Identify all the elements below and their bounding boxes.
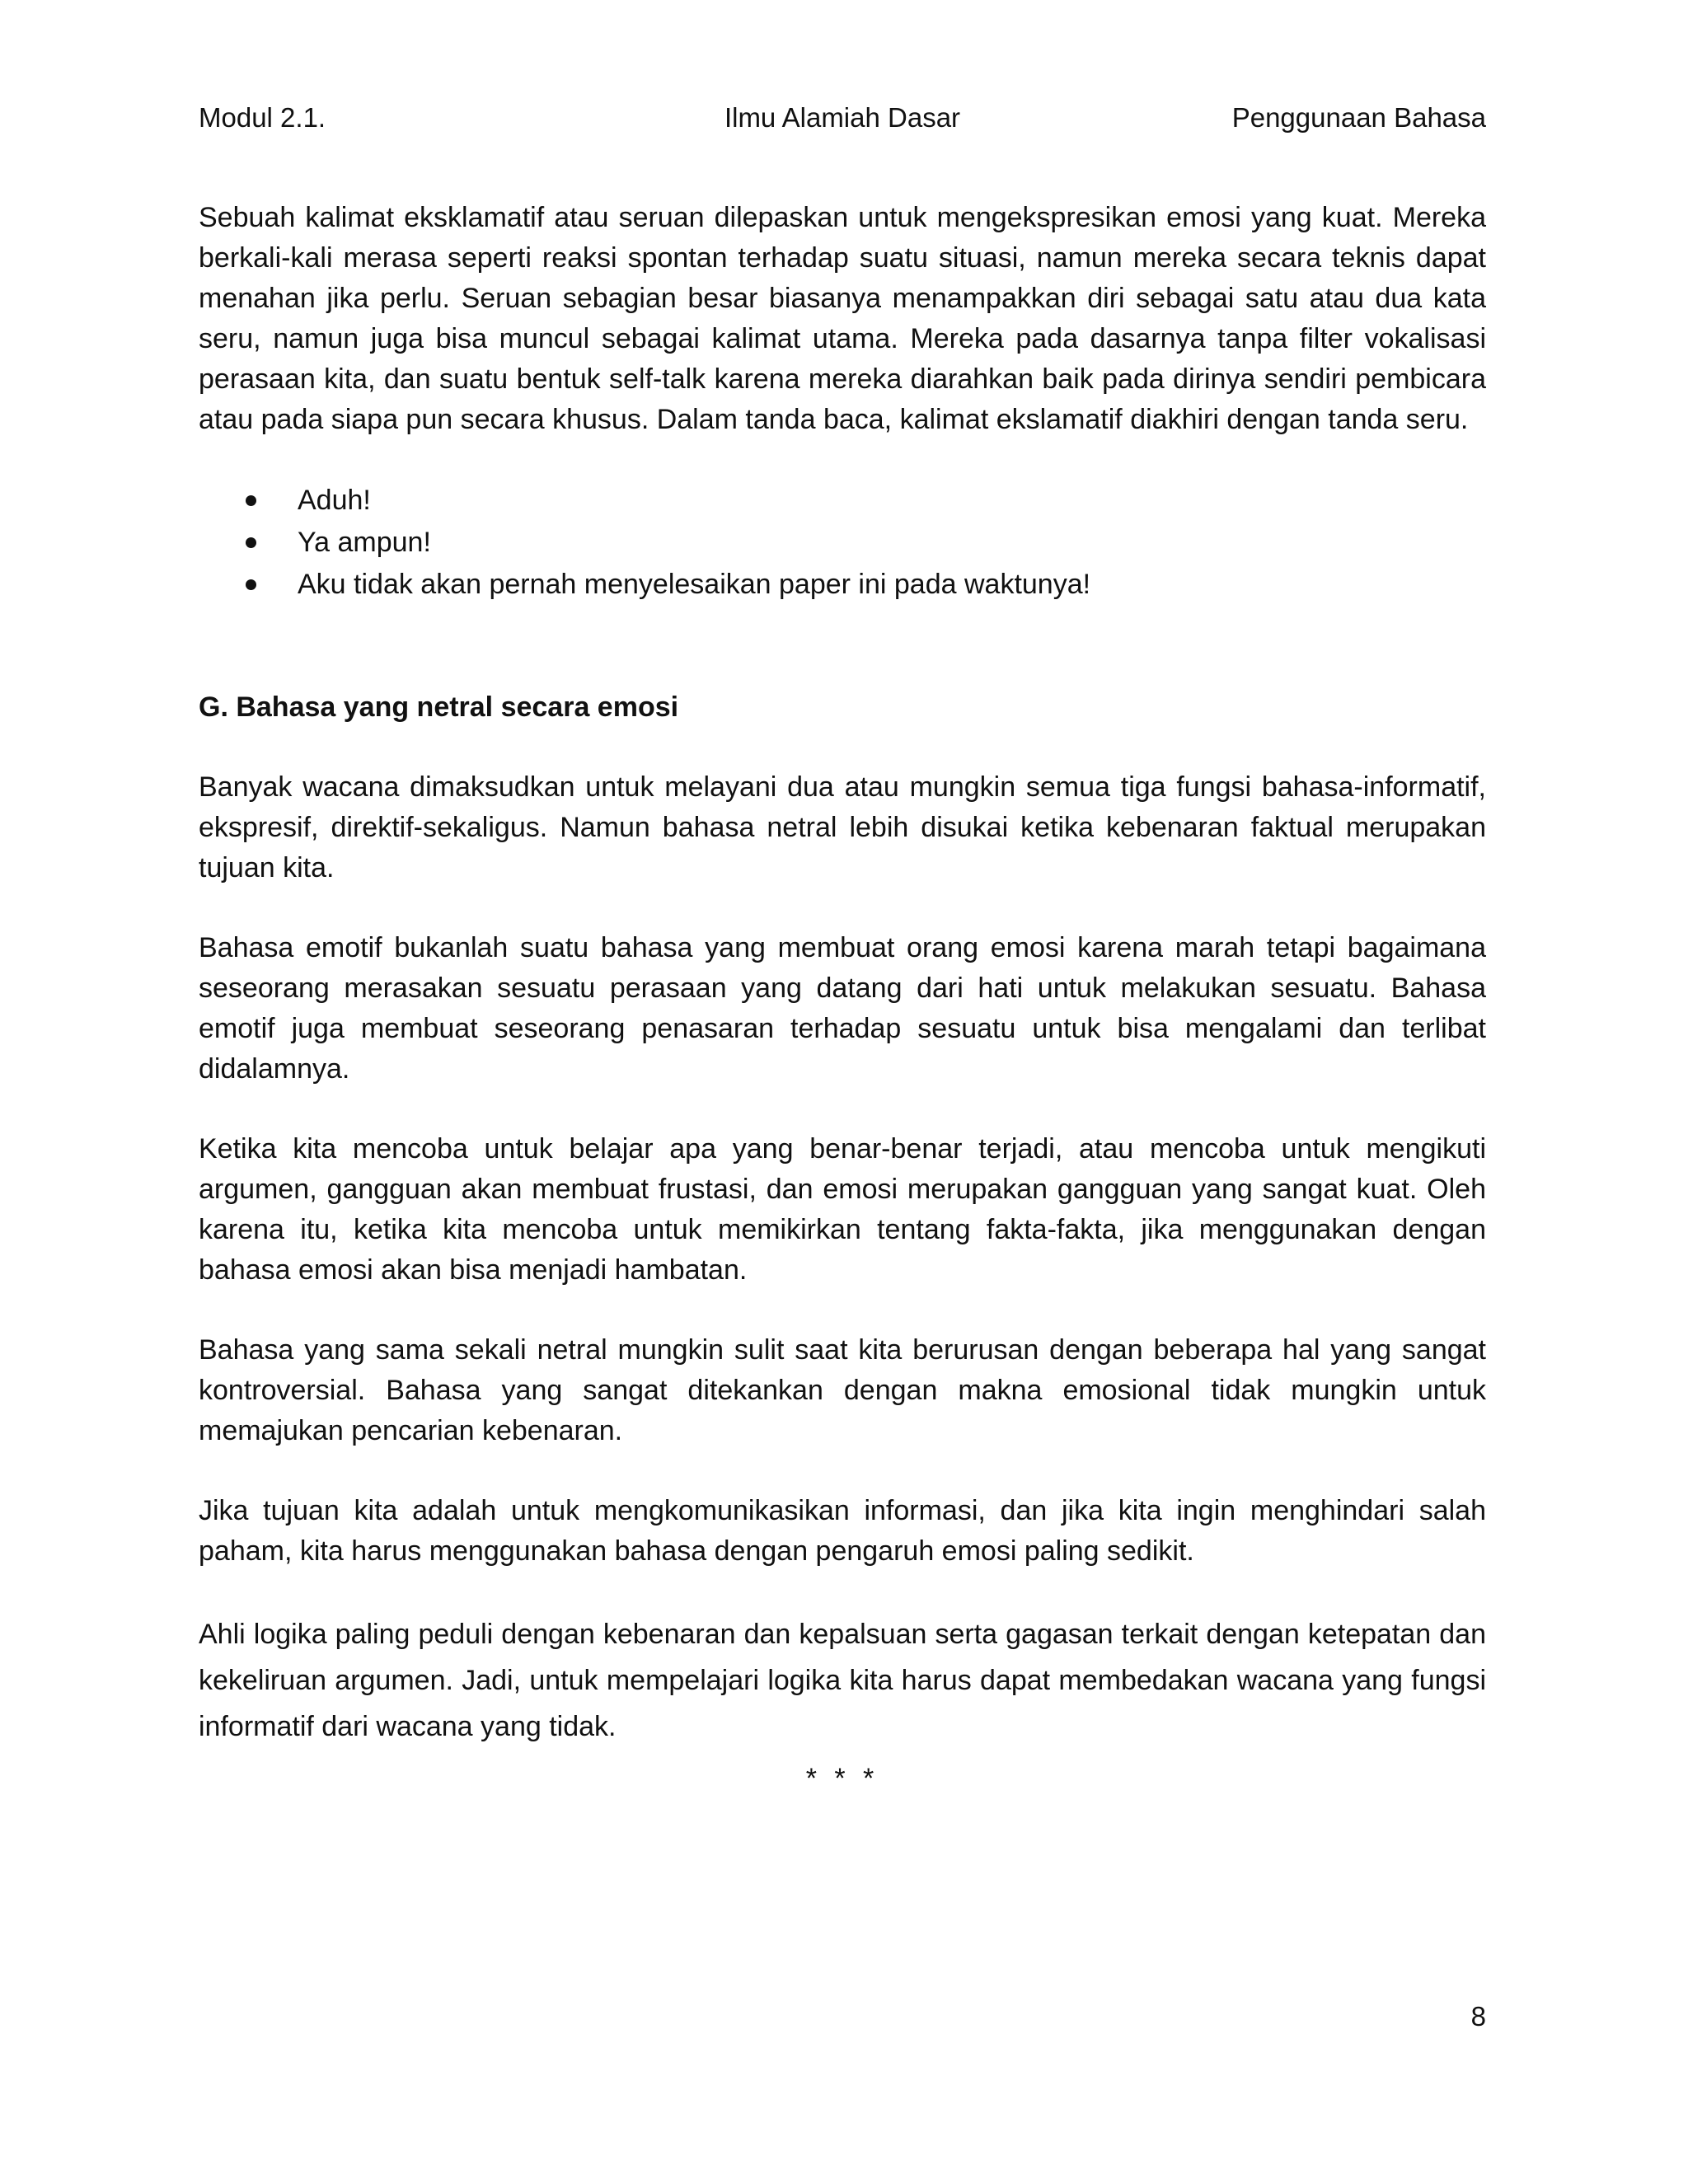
- intro-paragraph: Sebuah kalimat eksklamatif atau seruan dilepaskan untuk mengekspresikan emosi yang kuat. Mereka berkali-kali merasa seperti reaksi spontan terhadap suatu situasi, namun mereka secara teknis dapat menahan jika perlu. Seruan sebagian besar biasanya menampakkan diri sebagai satu atau dua kata seru, namun juga bisa muncul sebagai kalimat utama. Mereka pada dasarnya tanpa filter vokalisasi perasaan kita, dan suatu bentuk self-talk karena mereka diarahkan baik pada dirinya sendiri pembicara atau pada siapa pun secara khusus. Dalam tanda baca, kalimat ekslamatif diakhiri dengan tanda seru.: [199, 202, 1486, 435]
- body-paragraph: Banyak wacana dimaksudkan untuk melayani dua atau mungkin semua tiga fungsi bahasa-informatif, ekspresif, direktif-sekaligus. Namun bahasa netral lebih disukai ketika kebenaran faktual merupakan tujuan kita.: [199, 771, 1486, 883]
- list-item-text: Aduh!: [298, 485, 371, 516]
- body-paragraph: Jika tujuan kita adalah untuk mengkomunikasikan informasi, dan jika kita ingin menghindari salah paham, kita harus menggunakan bahasa dengan pengaruh emosi paling sedikit.: [199, 1495, 1486, 1567]
- bullet-icon: [246, 579, 256, 590]
- header-module-label: Modul 2.1.: [199, 102, 326, 133]
- list-item-text: Ya ampun!: [298, 527, 431, 558]
- page-body: [199, 198, 1486, 1799]
- page-number: 8: [1470, 2001, 1486, 2032]
- list-item: [199, 480, 1486, 522]
- list-item: [199, 522, 1486, 564]
- bullet-icon: [246, 537, 256, 548]
- section-heading: G. Bahasa yang netral secara emosi: [199, 691, 679, 723]
- body-paragraph: Bahasa yang sama sekali netral mungkin sulit saat kita berurusan dengan beberapa hal yang sangat kontroversial. Bahasa yang sangat ditekankan dengan makna emosional tidak mungkin untuk memajukan pencarian kebenaran.: [199, 1334, 1486, 1446]
- header-topic-title: Penggunaan Bahasa: [1231, 102, 1486, 133]
- section-separator: * * *: [805, 1763, 879, 1794]
- example-list: [199, 480, 1486, 606]
- bullet-icon: [246, 495, 256, 506]
- body-paragraph: Ahli logika paling peduli dengan kebenaran dan kepalsuan serta gagasan terkait dengan ketepatan dan kekeliruan argumen. Jadi, untuk mempelajari logika kita harus dapat membedakan wacana yang fungsi informatif dari wacana yang tidak.: [199, 1619, 1486, 1742]
- page-header: [199, 97, 1486, 138]
- body-paragraph: Bahasa emotif bukanlah suatu bahasa yang membuat orang emosi karena marah tetapi bagaimana seseorang merasakan sesuatu perasaan yang datang dari hati untuk melakukan sesuatu. Bahasa emotif juga membuat seseorang penasaran terhadap sesuatu untuk bisa mengalami dan terlibat didalamnya.: [199, 932, 1486, 1085]
- list-item-text: Aku tidak akan pernah menyelesaikan paper ini pada waktunya!: [298, 569, 1091, 600]
- header-course-title: Ilmu Alamiah Dasar: [724, 102, 961, 133]
- list-item: [199, 564, 1486, 606]
- body-paragraph: Ketika kita mencoba untuk belajar apa yang benar-benar terjadi, atau mencoba untuk mengikuti argumen, gangguan akan membuat frustasi, dan emosi merupakan gangguan yang sangat kuat. Oleh karena itu, ketika kita mencoba untuk memikirkan tentang fakta-fakta, jika menggunakan dengan bahasa emosi akan bisa menjadi hambatan.: [199, 1133, 1486, 1286]
